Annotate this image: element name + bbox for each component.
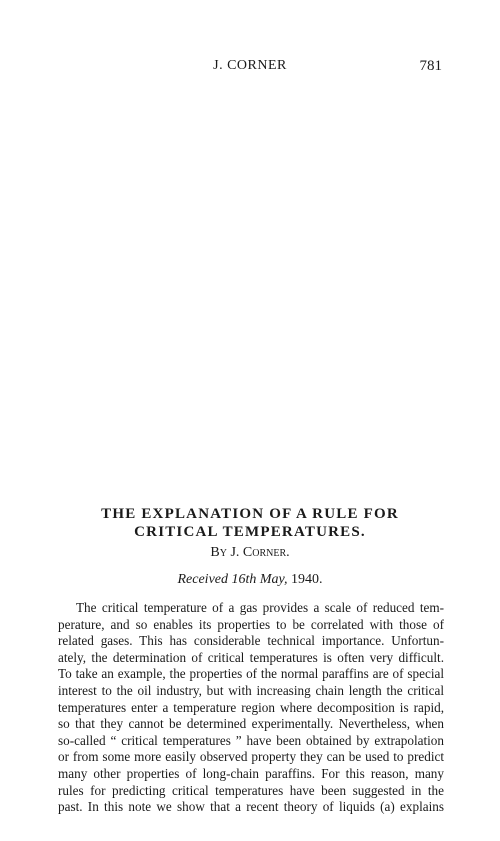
byline — [0, 545, 500, 561]
article-title — [0, 505, 500, 541]
body-line: perature, and so enables its properties to be correlated with those of — [58, 616, 444, 632]
body-line: interest to the oil industry, but with increasing chain length the critical — [58, 682, 444, 698]
page-number: 781 — [419, 58, 442, 74]
body-line: related gases. This has considerable technical importance. Unfortun- — [58, 633, 444, 649]
running-head — [0, 58, 500, 78]
body-line: so that they cannot be determined experimentally. Nevertheless, when — [58, 716, 444, 732]
body-line: ately, the determination of critical temperatures is often very difficult. — [58, 649, 444, 665]
body-line: or from some more easily observed property they can be used to predict — [58, 749, 444, 765]
title-line-2: CRITICAL TEMPERATURES. — [134, 524, 366, 540]
body-line: past. In this note we show that a recent theory of liquids (a) explains — [58, 799, 444, 815]
title-line-1: THE EXPLANATION OF A RULE FOR — [101, 506, 399, 522]
running-head-author: J. CORNER — [213, 58, 287, 73]
body-line: many other properties of long-chain paraffins. For this reason, many — [58, 765, 444, 781]
body-paragraph — [58, 600, 444, 816]
received-date — [0, 572, 500, 588]
body-line: To take an example, the properties of the normal paraffins are of special — [58, 666, 444, 682]
byline-prefix: By — [210, 545, 227, 560]
received-year: 1940. — [291, 572, 323, 587]
body-line: so-called “ critical temperatures ” have been obtained by extrapolation — [58, 732, 444, 748]
byline-author: J. Corner. — [230, 545, 290, 560]
body-line: rules for predicting critical temperatures have been suggested in the — [58, 782, 444, 798]
body-line: temperatures enter a temperature region where decomposition is rapid, — [58, 699, 444, 715]
body-line: The critical temperature of a gas provides a scale of reduced tem- — [76, 600, 444, 615]
received-label: Received 16th May, — [177, 572, 288, 587]
